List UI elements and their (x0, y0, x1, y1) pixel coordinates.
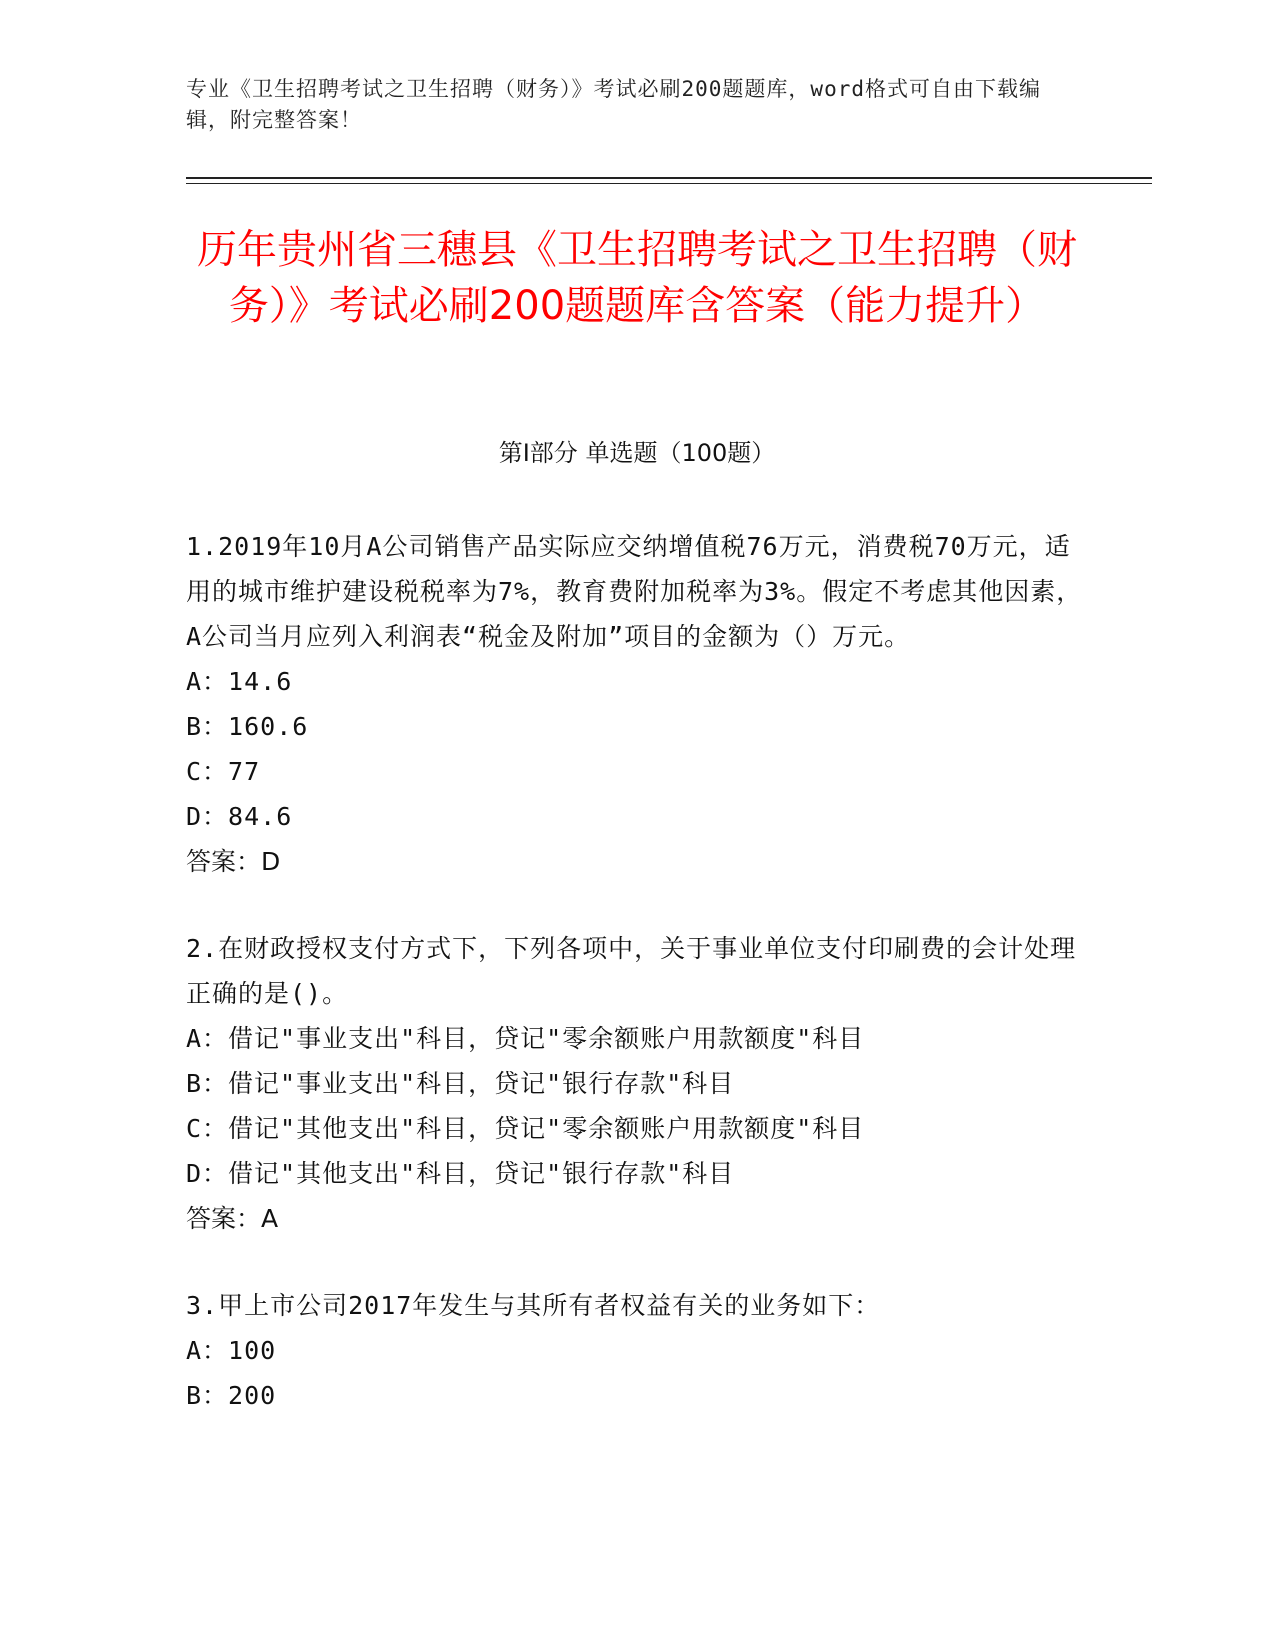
question-stem: 2.在财政授权支付方式下，下列各项中，关于事业单位支付印刷费的会计处理正确的是()。 (186, 934, 1077, 1008)
question-spacer (186, 1241, 1086, 1283)
option-d: D：84.6 (186, 802, 293, 831)
document-title: 历年贵州省三穗县《卫生招聘考试之卫生招聘（财务）》考试必刷200题题库含答案（能力提升） (197, 227, 1077, 329)
answer-label: 答案：D (186, 847, 281, 876)
question-3 (186, 1283, 1086, 1418)
option-c: C：借记"其他支出"科目，贷记"零余额账户用款额度"科目 (186, 1114, 865, 1143)
question-2 (186, 926, 1086, 1241)
header-note: 专业《卫生招聘考试之卫生招聘（财务）》考试必刷200题题库，word格式可自由下载编辑，附完整答案！ (186, 77, 1041, 132)
section-title: 第Ⅰ部分 单选题（100题） (498, 439, 776, 467)
option-c: C：77 (186, 757, 261, 786)
question-list (186, 524, 1086, 1418)
option-d: D：借记"其他支出"科目，贷记"银行存款"科目 (186, 1159, 735, 1188)
option-b: B：160.6 (186, 712, 309, 741)
header-divider-thick (186, 177, 1152, 179)
option-b: B：借记"事业支出"科目，贷记"银行存款"科目 (186, 1069, 735, 1098)
question-spacer (186, 884, 1086, 926)
question-1 (186, 524, 1086, 884)
question-stem: 3.甲上市公司2017年发生与其所有者权益有关的业务如下： (186, 1291, 881, 1320)
header-divider-thin (186, 183, 1152, 184)
question-stem: 1.2019年10月A公司销售产品实际应交纳增值税76万元，消费税70万元，适用的城市维护建设税税率为7%，教育费附加税率为3%。假定不考虑其他因素，A公司当月应列入利润表“税金及附加”项目的金额为（）万元。 (186, 532, 1083, 651)
option-a: A：借记"事业支出"科目，贷记"零余额账户用款额度"科目 (186, 1024, 865, 1053)
answer-label: 答案：A (186, 1204, 279, 1233)
option-b: B：200 (186, 1381, 277, 1410)
option-a: A：14.6 (186, 667, 293, 696)
option-a: A：100 (186, 1336, 277, 1365)
